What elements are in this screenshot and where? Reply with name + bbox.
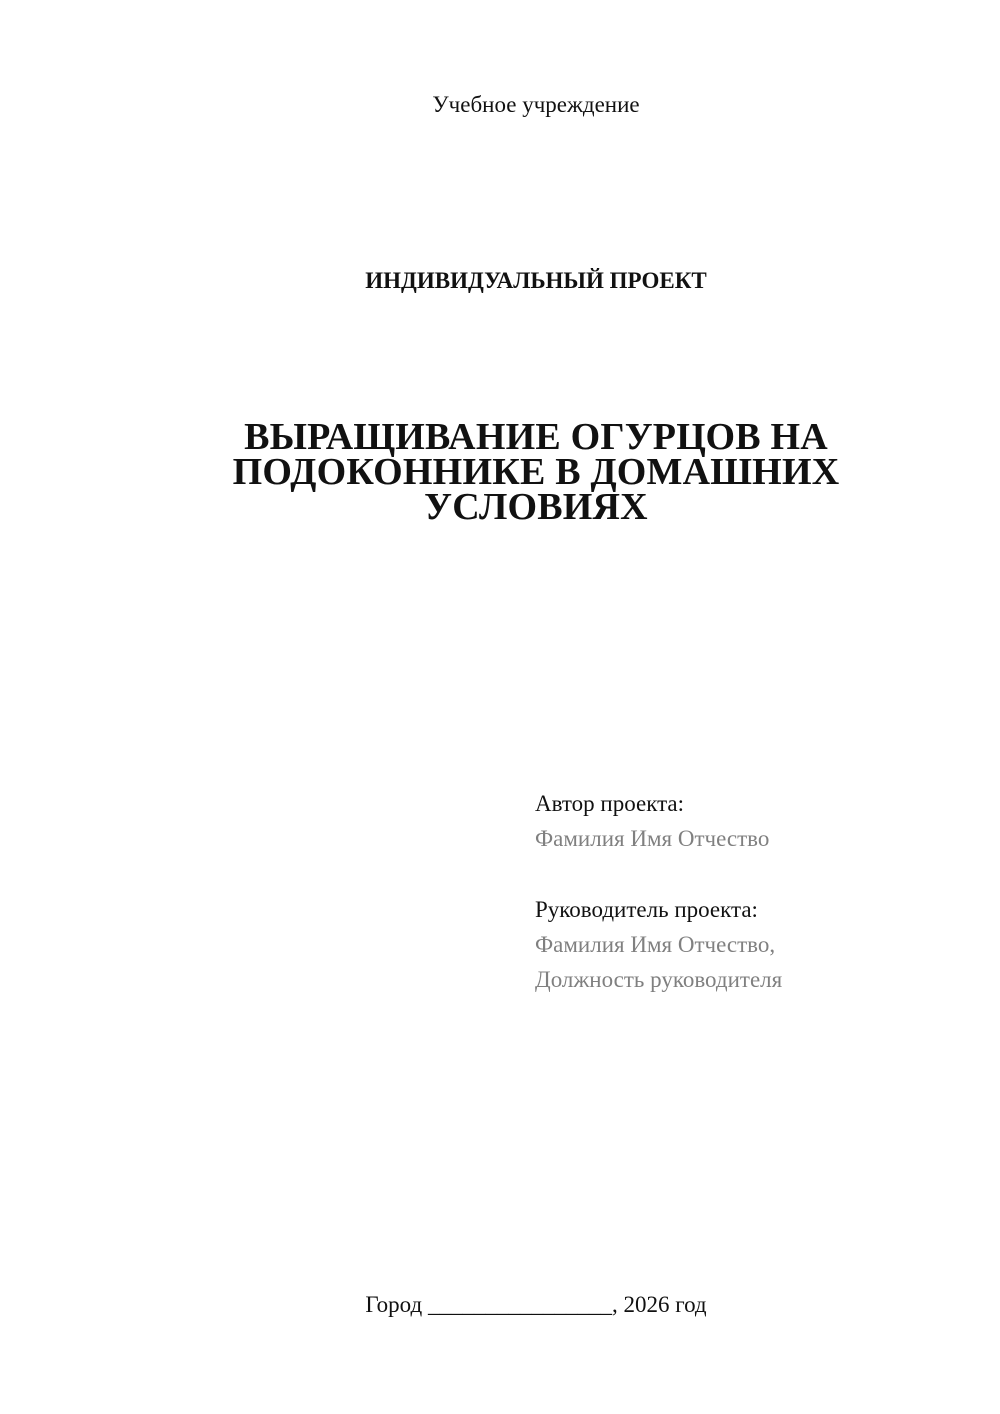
project-title-line: ПОДОКОННИКЕ В ДОМАШНИХ xyxy=(232,451,840,493)
institution-name: Учебное учреждение xyxy=(432,92,640,117)
supervisor-position-placeholder: Должность руководителя xyxy=(535,967,783,992)
city-year-line xyxy=(0,1290,1000,1320)
supervisor-name-placeholder: Фамилия Имя Отчество, xyxy=(535,932,776,957)
project-title-line: ВЫРАЩИВАНИЕ ОГУРЦОВ НА xyxy=(244,416,828,458)
year-text: , 2026 год xyxy=(611,1292,707,1317)
credits-block xyxy=(535,786,975,997)
city-label: Город xyxy=(365,1292,423,1317)
author-name-placeholder: Фамилия Имя Отчество xyxy=(535,826,770,851)
project-title xyxy=(170,416,902,528)
author-label: Автор проекта: xyxy=(535,791,684,816)
supervisor-label: Руководитель проекта: xyxy=(535,897,758,922)
city-blank: ________________ xyxy=(427,1292,612,1317)
project-title-line: УСЛОВИЯХ xyxy=(424,486,648,528)
spacer xyxy=(535,856,975,892)
document-type: ИНДИВИДУАЛЬНЫЙ ПРОЕКТ xyxy=(365,268,707,293)
